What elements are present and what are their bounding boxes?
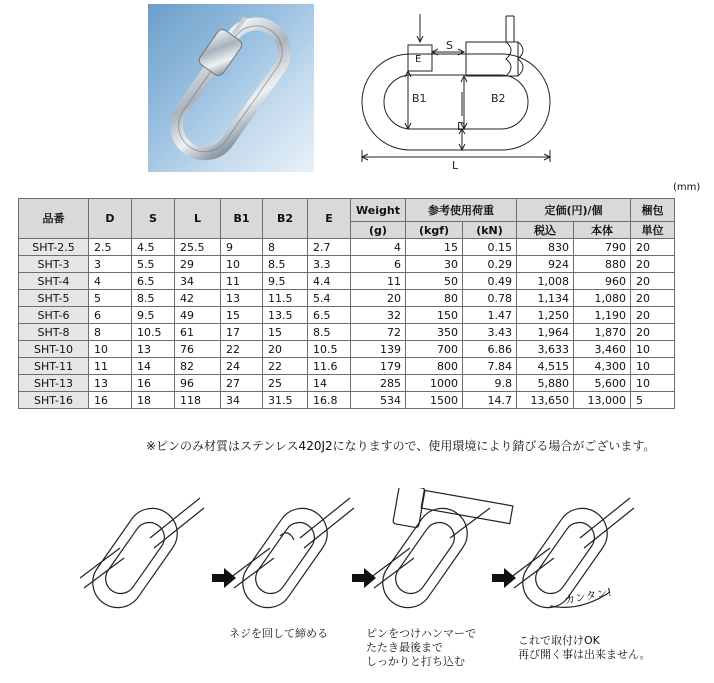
value-cell: 1.47 [463, 307, 517, 324]
step-1-caption: ネジを回して締める [229, 627, 328, 640]
value-cell: 6.5 [308, 307, 351, 324]
value-cell: 13 [89, 375, 132, 392]
header-pack-1: 梱包 [631, 199, 675, 222]
value-cell: 14 [132, 358, 175, 375]
value-cell: 8 [89, 324, 132, 341]
value-cell: 11.6 [308, 358, 351, 375]
value-cell: 16 [132, 375, 175, 392]
header-s: S [132, 199, 175, 239]
value-cell: 880 [574, 256, 631, 273]
value-cell: 1,964 [517, 324, 574, 341]
value-cell: 9.5 [132, 307, 175, 324]
value-cell: 6.86 [463, 341, 517, 358]
value-cell: 50 [406, 273, 463, 290]
value-cell: 20 [631, 256, 675, 273]
step-3-caption [366, 627, 476, 669]
value-cell: 11 [221, 273, 263, 290]
value-cell: 1500 [406, 392, 463, 409]
value-cell: 5.5 [132, 256, 175, 273]
arrow-right-icon [492, 568, 516, 588]
value-cell: 20 [631, 307, 675, 324]
kantan-label: カンタン! [563, 585, 613, 607]
value-cell: 2.5 [89, 239, 132, 256]
value-cell: 24 [221, 358, 263, 375]
value-cell: 534 [351, 392, 406, 409]
value-cell: 22 [263, 358, 308, 375]
header-model: 品番 [19, 199, 89, 239]
model-cell: SHT-11 [19, 358, 89, 375]
table-row [19, 273, 675, 290]
value-cell: 34 [175, 273, 221, 290]
step-4-caption-line-2: 再び開く事は出来ません。 [518, 648, 651, 661]
value-cell: 3,633 [517, 341, 574, 358]
table-row [19, 375, 675, 392]
value-cell: 118 [175, 392, 221, 409]
value-cell: 830 [517, 239, 574, 256]
value-cell: 49 [175, 307, 221, 324]
table-row [19, 392, 675, 409]
header-price-base: 本体 [574, 222, 631, 239]
product-photo [148, 4, 314, 172]
material-note: ※ピンのみ材質はステンレス420J2になりますので、使用環境により錆びる場合がございます。 [146, 439, 656, 453]
step-2-link-icon [230, 498, 354, 617]
value-cell: 3,460 [574, 341, 631, 358]
model-cell: SHT-13 [19, 375, 89, 392]
arrow-right-icon [352, 568, 376, 588]
value-cell: 5 [631, 392, 675, 409]
value-cell: 1,250 [517, 307, 574, 324]
value-cell: 1,190 [574, 307, 631, 324]
spec-table-body [19, 239, 675, 409]
value-cell: 790 [574, 239, 631, 256]
header-e: E [308, 199, 351, 239]
value-cell: 150 [406, 307, 463, 324]
value-cell: 800 [406, 358, 463, 375]
header-b1: B1 [221, 199, 263, 239]
value-cell: 285 [351, 375, 406, 392]
value-cell: 0.15 [463, 239, 517, 256]
header-pack-2: 単位 [631, 222, 675, 239]
value-cell: 15 [263, 324, 308, 341]
value-cell: 7.84 [463, 358, 517, 375]
value-cell: 82 [175, 358, 221, 375]
value-cell: 20 [631, 290, 675, 307]
value-cell: 72 [351, 324, 406, 341]
value-cell: 80 [406, 290, 463, 307]
value-cell: 14 [308, 375, 351, 392]
value-cell: 1,008 [517, 273, 574, 290]
label-e: E [415, 54, 422, 65]
value-cell: 5 [89, 290, 132, 307]
value-cell: 61 [175, 324, 221, 341]
table-row [19, 307, 675, 324]
value-cell: 8.5 [132, 290, 175, 307]
value-cell: 10 [631, 341, 675, 358]
value-cell: 5,600 [574, 375, 631, 392]
step-3-link-icon [370, 488, 513, 617]
value-cell: 14.7 [463, 392, 517, 409]
assembly-steps-illustration [80, 488, 660, 618]
label-s: S [446, 39, 453, 52]
header-weight: Weight [351, 199, 406, 222]
value-cell: 1,870 [574, 324, 631, 341]
step-3-caption-line-1: ピンをつけハンマーで [366, 627, 476, 640]
value-cell: 9 [221, 239, 263, 256]
value-cell: 10 [89, 341, 132, 358]
table-row [19, 358, 675, 375]
value-cell: 9.8 [463, 375, 517, 392]
value-cell: 42 [175, 290, 221, 307]
value-cell: 13,000 [574, 392, 631, 409]
model-cell: SHT-16 [19, 392, 89, 409]
value-cell: 25 [263, 375, 308, 392]
value-cell: 6.5 [132, 273, 175, 290]
value-cell: 8.5 [263, 256, 308, 273]
header-l: L [175, 199, 221, 239]
value-cell: 11.5 [263, 290, 308, 307]
header-load: 参考使用荷重 [406, 199, 517, 222]
value-cell: 700 [406, 341, 463, 358]
table-row [19, 324, 675, 341]
value-cell: 27 [221, 375, 263, 392]
value-cell: 29 [175, 256, 221, 273]
value-cell: 0.29 [463, 256, 517, 273]
value-cell: 6 [89, 307, 132, 324]
table-row [19, 341, 675, 358]
value-cell: 4,300 [574, 358, 631, 375]
value-cell: 20 [631, 324, 675, 341]
label-b2: B2 [491, 92, 506, 105]
value-cell: 0.49 [463, 273, 517, 290]
model-cell: SHT-5 [19, 290, 89, 307]
value-cell: 16.8 [308, 392, 351, 409]
value-cell: 1,080 [574, 290, 631, 307]
value-cell: 139 [351, 341, 406, 358]
spec-table [18, 198, 675, 409]
value-cell: 4,515 [517, 358, 574, 375]
model-cell: SHT-4 [19, 273, 89, 290]
table-row [19, 256, 675, 273]
value-cell: 5,880 [517, 375, 574, 392]
value-cell: 10 [631, 375, 675, 392]
label-b1: B1 [412, 92, 427, 105]
value-cell: 25.5 [175, 239, 221, 256]
table-row [19, 239, 675, 256]
value-cell: 924 [517, 256, 574, 273]
value-cell: 22 [221, 341, 263, 358]
value-cell: 34 [221, 392, 263, 409]
value-cell: 20 [263, 341, 308, 358]
value-cell: 1000 [406, 375, 463, 392]
value-cell: 0.78 [463, 290, 517, 307]
value-cell: 10.5 [132, 324, 175, 341]
quick-link-photo-illustration [148, 4, 314, 172]
value-cell: 16 [89, 392, 132, 409]
value-cell: 11 [89, 358, 132, 375]
arrow-right-icon [212, 568, 236, 588]
value-cell: 31.5 [263, 392, 308, 409]
value-cell: 15 [221, 307, 263, 324]
value-cell: 10 [221, 256, 263, 273]
step-1-link-icon [80, 498, 204, 617]
step-4-caption-line-1: これで取付けOK [518, 634, 600, 647]
value-cell: 20 [351, 290, 406, 307]
model-cell: SHT-2.5 [19, 239, 89, 256]
value-cell: 5.4 [308, 290, 351, 307]
value-cell: 3 [89, 256, 132, 273]
model-cell: SHT-3 [19, 256, 89, 273]
value-cell: 96 [175, 375, 221, 392]
value-cell: 179 [351, 358, 406, 375]
value-cell: 3.43 [463, 324, 517, 341]
value-cell: 76 [175, 341, 221, 358]
value-cell: 13,650 [517, 392, 574, 409]
value-cell: 13 [132, 341, 175, 358]
table-row [19, 290, 675, 307]
dimension-drawing [356, 12, 556, 172]
value-cell: 11 [351, 273, 406, 290]
value-cell: 13 [221, 290, 263, 307]
header-price: 定価(円)/個 [517, 199, 631, 222]
value-cell: 15 [406, 239, 463, 256]
value-cell: 13.5 [263, 307, 308, 324]
header-load-kn: (kN) [463, 222, 517, 239]
header-load-kgf: (kgf) [406, 222, 463, 239]
value-cell: 1,134 [517, 290, 574, 307]
value-cell: 8.5 [308, 324, 351, 341]
value-cell: 4 [351, 239, 406, 256]
value-cell: 4.4 [308, 273, 351, 290]
unit-label: (mm) [673, 182, 701, 193]
model-cell: SHT-8 [19, 324, 89, 341]
value-cell: 10 [631, 358, 675, 375]
model-cell: SHT-6 [19, 307, 89, 324]
value-cell: 10.5 [308, 341, 351, 358]
value-cell: 350 [406, 324, 463, 341]
header-price-tax: 税込 [517, 222, 574, 239]
value-cell: 20 [631, 239, 675, 256]
header-weight-unit: (g) [351, 222, 406, 239]
step-3-caption-line-2: たたき最後まで [366, 641, 443, 654]
value-cell: 9.5 [263, 273, 308, 290]
value-cell: 32 [351, 307, 406, 324]
value-cell: 30 [406, 256, 463, 273]
step-4-caption [518, 634, 651, 662]
value-cell: 6 [351, 256, 406, 273]
value-cell: 2.7 [308, 239, 351, 256]
header-d: D [89, 199, 132, 239]
label-d: D [457, 120, 466, 133]
step-3-caption-line-3: しっかりと打ち込む [366, 655, 465, 668]
model-cell: SHT-10 [19, 341, 89, 358]
header-b2: B2 [263, 199, 308, 239]
value-cell: 4 [89, 273, 132, 290]
value-cell: 18 [132, 392, 175, 409]
value-cell: 8 [263, 239, 308, 256]
value-cell: 4.5 [132, 239, 175, 256]
value-cell: 3.3 [308, 256, 351, 273]
value-cell: 960 [574, 273, 631, 290]
value-cell: 20 [631, 273, 675, 290]
label-l: L [452, 159, 459, 172]
value-cell: 17 [221, 324, 263, 341]
